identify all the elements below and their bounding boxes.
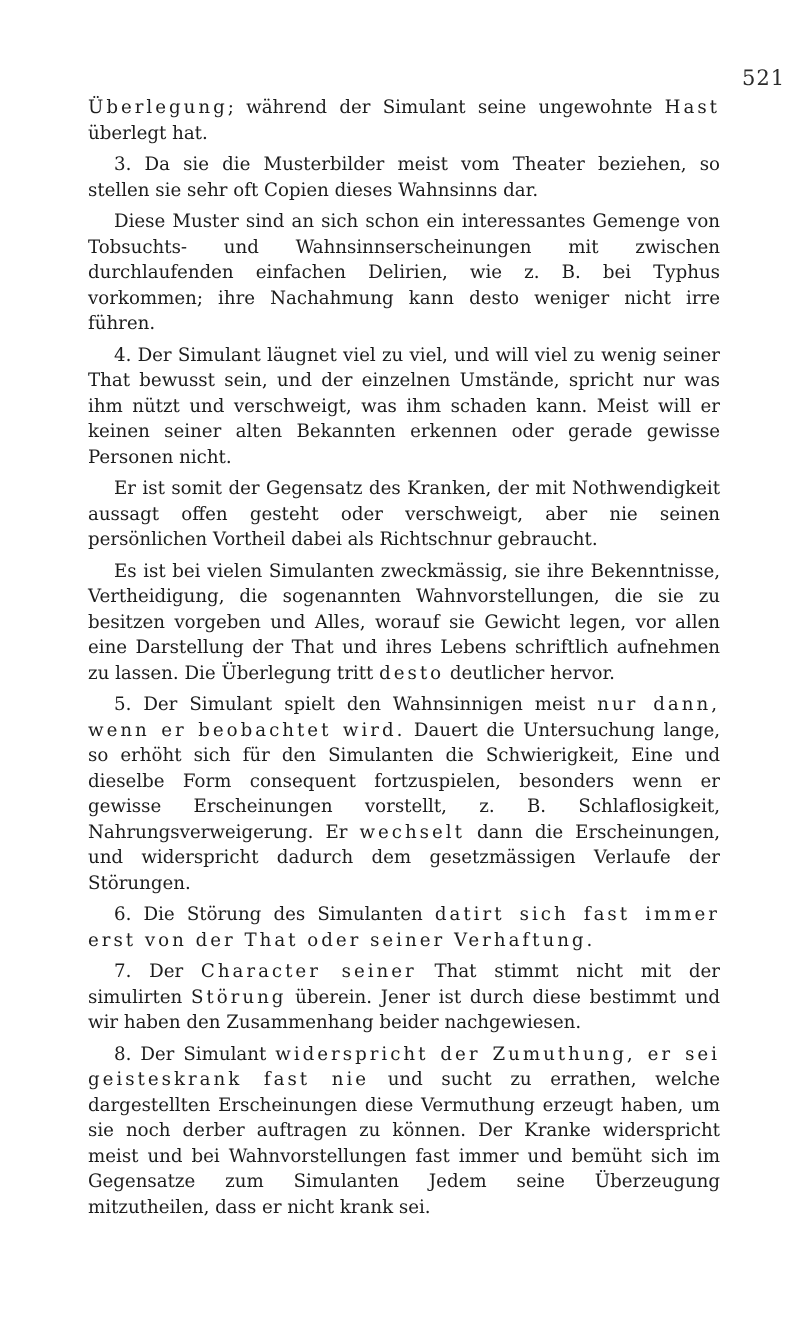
text-run: That stimmt nicht mit der simulirten bbox=[88, 961, 720, 1008]
text-run: Diese Muster sind an sich schon ein interessantes Gemenge von Tobsuchts- und Wahnsinnserscheinungen mit zwischen durchlaufenden einfachen Delirien, wie z. B. bei Typhus vorkommen; ihre Nachahmung kann desto weniger nicht irre führen. bbox=[88, 211, 720, 334]
text-run: 7. Der bbox=[114, 961, 201, 982]
paragraph-zweckmaessig bbox=[88, 559, 720, 687]
emphasis-spaced-text: Character seiner bbox=[200, 961, 417, 982]
emphasis-spaced-text: nur dann, wenn er beobachtet wird. bbox=[88, 694, 720, 741]
text-run: ; während der Simulant seine ungewohnte bbox=[227, 97, 665, 118]
emphasis-spaced-text: Hast bbox=[664, 97, 720, 118]
emphasis-spaced-text: datirt sich fast immer erst von der That oder seiner Verhaftung. bbox=[88, 904, 720, 951]
text-run: 8. Der Simulant bbox=[114, 1043, 276, 1065]
paragraph-gegensatz bbox=[88, 476, 720, 553]
paragraph-continuation bbox=[88, 95, 720, 146]
paragraph-point-3 bbox=[88, 152, 720, 203]
emphasis-spaced-text: widerspricht der Zumuthung, er sei geisteskrank fast nie bbox=[88, 1043, 720, 1090]
text-run: Dauert die Untersuchung lange, so erhöht sich für den Simulanten die Schwierigkeit, Eine und dieselbe Form consequent fortzuspielen, besonders wenn er gewisse Erscheinungen vorstellt, z. B. Schlaflosigkeit, Nahrungsverweigerung. Er bbox=[88, 719, 720, 843]
emphasis-spaced-text: Störung bbox=[190, 986, 287, 1008]
emphasis-spaced-text: Überlegung bbox=[88, 97, 228, 118]
text-run: 6. Die Störung des Simulanten bbox=[114, 904, 435, 925]
paragraph-muster bbox=[88, 209, 720, 337]
text-run: 4. Der Simulant läugnet viel zu viel, und will viel zu wenig seiner That bewusst sein, und der einzelnen Umstände, spricht nur was ihm nützt und verschweigt, was ihm schaden kann. Meist will er keinen seiner alten Bekannten erkennen oder gerade gewisse Personen nicht. bbox=[88, 344, 720, 468]
body-text bbox=[88, 95, 720, 1226]
text-run: 3. Da sie die Musterbilder meist vom Theater beziehen, so stellen sie sehr oft Copien dieses Wahnsinns dar. bbox=[88, 154, 720, 201]
text-run: und sucht zu errathen, welche dargestellten Erscheinungen diese Vermuthung erzeugt haben, um sie noch derber auftragen zu können. Der Kranke widerspricht meist und bei Wahnvorstellungen fast immer und bemüht sich im Gegensatze zum Simulanten Jedem seine Überzeugung mitzutheilen, dass er nicht krank sei. bbox=[88, 1069, 720, 1218]
text-run: dann die Erscheinungen, und widerspricht dadurch dem gesetzmässigen Verlaufe der Störungen. bbox=[88, 821, 720, 894]
paragraph-point-6 bbox=[88, 902, 720, 953]
text-run: 5. Der Simulant spielt den Wahnsinnigen meist bbox=[114, 694, 598, 715]
emphasis-spaced-text: desto bbox=[379, 662, 445, 684]
page-number: 521 bbox=[742, 66, 786, 90]
text-run: überlegt hat. bbox=[88, 122, 208, 144]
emphasis-spaced-text: wechselt bbox=[359, 821, 465, 843]
paragraph-point-7 bbox=[88, 959, 720, 1036]
text-run: Es ist bei vielen Simulanten zweckmässig, sie ihre Bekenntnisse, Vertheidigung, die sogenannten Wahnvorstellungen, die sie zu besitzen vorgeben und Alles, worauf sie Gewicht legen, vor allen eine Darstellung der That und ihres Lebens schriftlich aufnehmen zu lassen. Die Überlegung tritt bbox=[88, 560, 720, 684]
paragraph-point-8 bbox=[88, 1042, 720, 1221]
text-run: deutlicher hervor. bbox=[444, 662, 615, 684]
paragraph-point-5 bbox=[88, 692, 720, 896]
text-run: überein. Jener ist durch diese bestimmt und wir haben den Zusammenhang beider nachgewiesen. bbox=[88, 986, 720, 1033]
paragraph-point-4 bbox=[88, 343, 720, 471]
text-run: Er ist somit der Gegensatz des Kranken, der mit Nothwendigkeit aussagt offen gesteht oder verschweigt, aber nie seinen persönlichen Vortheil dabei als Richtschnur gebraucht. bbox=[88, 478, 720, 550]
